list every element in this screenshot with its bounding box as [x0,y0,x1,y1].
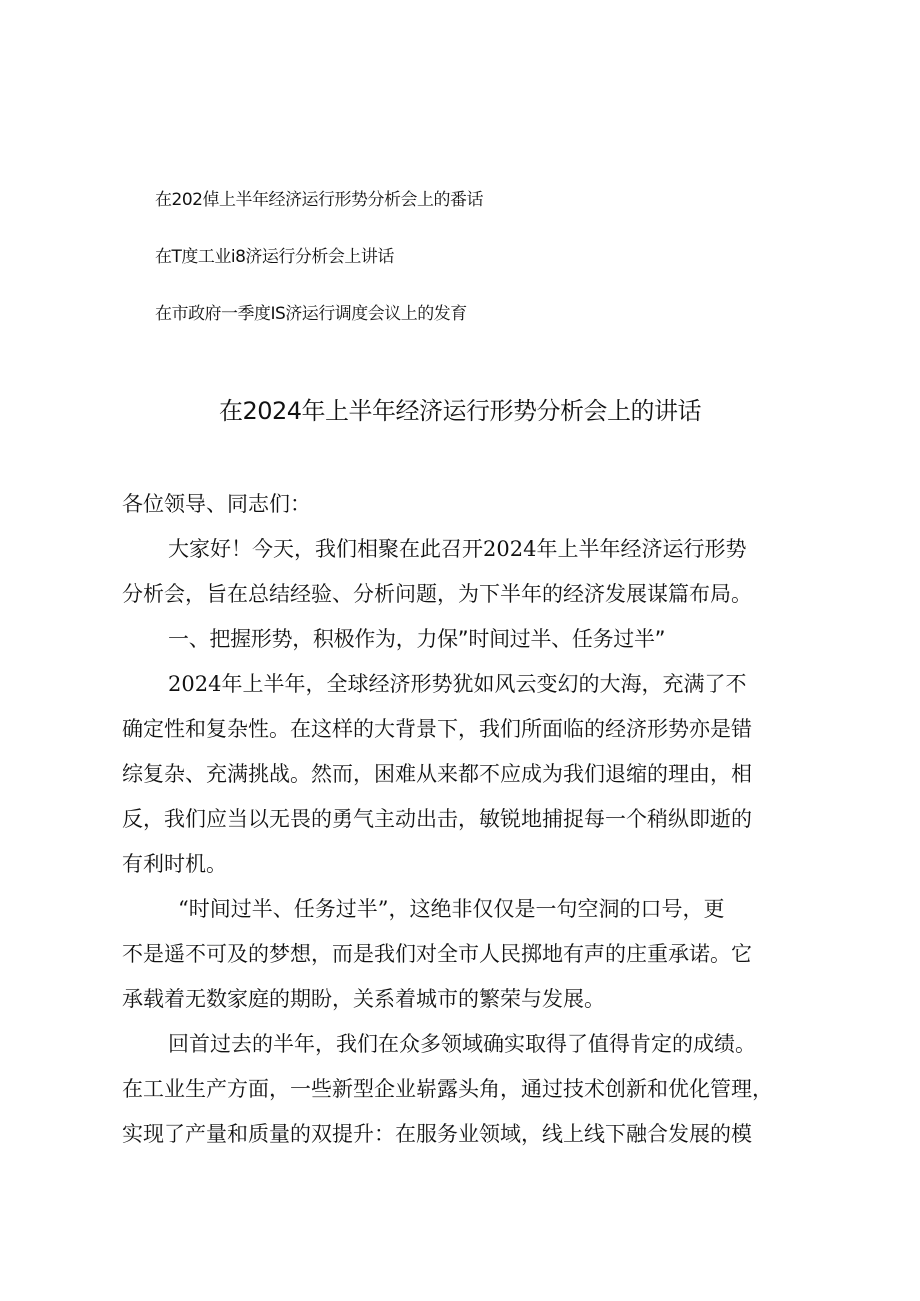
related-article-link[interactable]: 在T度工业i8济运行分析会上讲话 [155,247,394,267]
document-body [122,482,812,1157]
text-line: 回首过去的半年，我们在众多领域确实取得了值得肯定的成绩。 [168,1032,756,1056]
related-article-link[interactable]: 在市政府一季度IS济运行调度会议上的发育 [155,304,467,324]
text-line: 确定性和复杂性。在这样的大背景下，我们所面临的经济形势亦是错 [122,717,752,741]
related-article-link[interactable]: 在202倬上半年经济运行形势分析会上的番话 [155,190,483,210]
document-title: 在2024年上半年经济运行形势分析会上的讲话 [218,397,702,425]
related-articles-list [155,186,755,357]
text-line: 有利时机。 [122,852,227,876]
text-line: 分析会，旨在总结经验、分析问题，为下半年的经济发展谋篇布局。 [122,582,752,606]
body-paragraph [122,887,812,1022]
text-line: 承载着无数家庭的期盼，关系着城市的繁荣与发展。 [122,987,605,1011]
section-heading: 一、把握形势，积极作为，力保”时间过半、任务过半” [168,627,666,651]
text-line: 实现了产量和质量的双提升：在服务业领域，线上线下融合发展的模 [122,1122,752,1146]
text-line: 不是遥不可及的梦想，而是我们对全市人民掷地有声的庄重承诺。它 [122,942,752,966]
text-line: 2024年上半年，全球经济形势犹如风云变幻的大海，充满了不 [168,672,747,696]
text-line: 大家好！今天，我们相聚在此召开2024年上半年经济运行形势 [168,537,747,561]
body-paragraph [122,1022,812,1157]
intro-paragraph [122,527,812,617]
salutation: 各位领导、同志们： [122,492,311,516]
body-paragraph [122,662,812,887]
text-line: 综复杂、充满挑战。然而，困难从来都不应成为我们退缩的理由，相 [122,762,752,786]
text-line: 反，我们应当以无畏的勇气主动出击，敏锐地捕捉每一个稍纵即逝的 [122,807,752,831]
text-line: 在工业生产方面，一些新型企业崭露头角，通过技术创新和优化管理， [122,1077,773,1101]
text-line: “时间过半、任务过半”，这绝非仅仅是一句空洞的口号，更 [178,897,725,921]
